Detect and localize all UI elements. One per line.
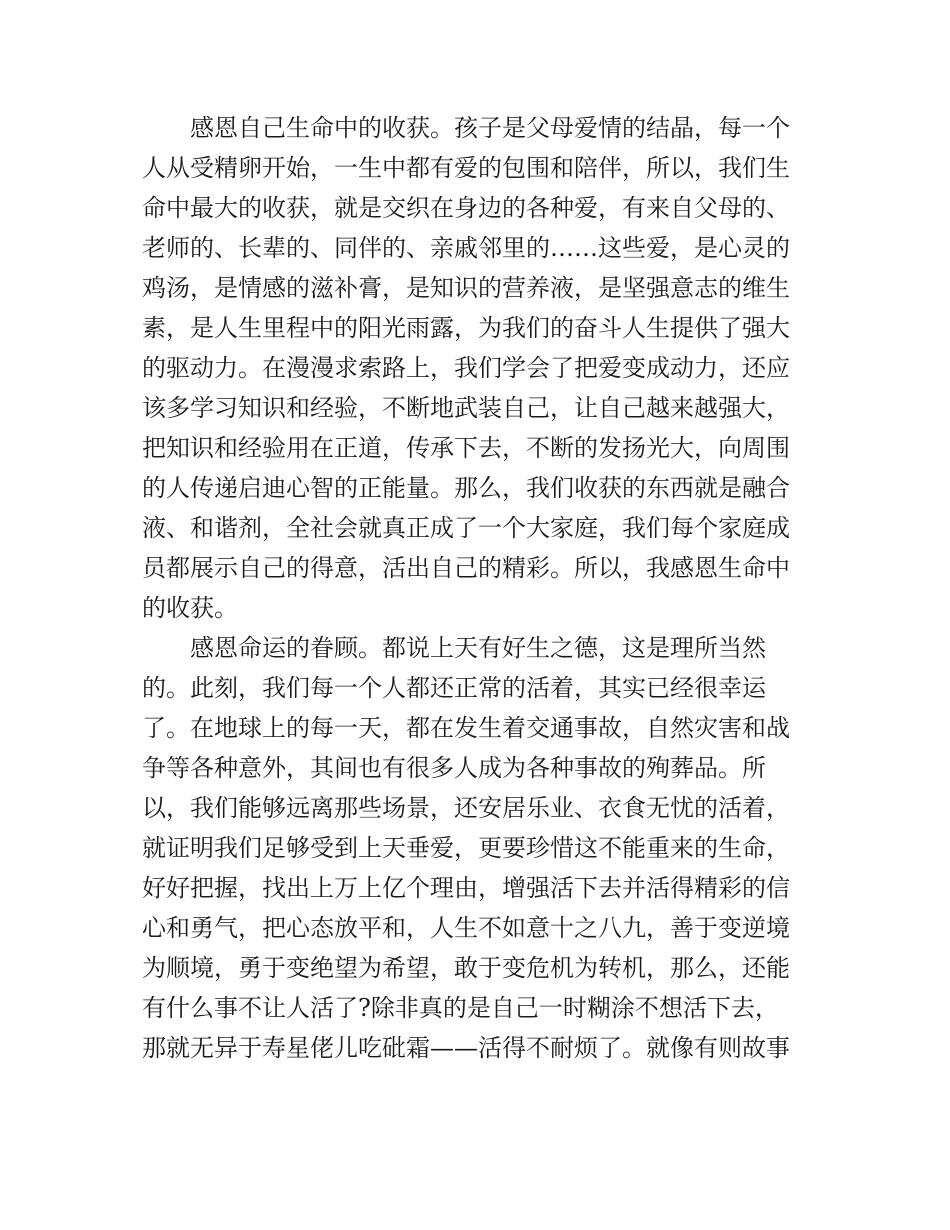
text-line: 人从受精卵开始，一生中都有爱的包围和陪伴，所以，我们生	[142, 154, 790, 182]
text-line: 好好把握，找出上万上亿个理由，增强活下去并活得精彩的信	[142, 874, 790, 902]
text-line: 感恩命运的眷顾。都说上天有好生之德，这是理所当然	[190, 634, 766, 662]
paragraph-gratitude-for-fate	[142, 628, 818, 1068]
text-line: 的人传递启迪心智的正能量。那么，我们收获的东西就是融合	[142, 474, 790, 502]
text-line: 该多学习知识和经验，不断地武装自己，让自己越来越强大，	[142, 394, 790, 422]
text-line: 员都展示自己的得意，活出自己的精彩。所以，我感恩生命中	[142, 554, 790, 582]
paragraph-gratitude-for-life-gains	[142, 108, 818, 628]
text-line: 为顺境，勇于变绝望为希望，敢于变危机为转机，那么，还能	[142, 954, 790, 982]
text-line: 以，我们能够远离那些场景，还安居乐业、衣食无忧的活着，	[142, 794, 790, 822]
text-line: 鸡汤，是情感的滋补膏，是知识的营养液，是坚强意志的维生	[142, 274, 790, 302]
text-line: 感恩自己生命中的收获。孩子是父母爱情的结晶，每一个	[190, 114, 790, 142]
text-line: 液、和谐剂，全社会就真正成了一个大家庭，我们每个家庭成	[142, 514, 790, 542]
text-line: 就证明我们足够受到上天垂爱，更要珍惜这不能重来的生命，	[142, 834, 790, 862]
text-line: 了。在地球上的每一天，都在发生着交通事故，自然灾害和战	[142, 714, 790, 742]
text-line: 争等各种意外，其间也有很多人成为各种事故的殉葬品。所	[142, 754, 766, 782]
text-line: 的驱动力。在漫漫求索路上，我们学会了把爱变成动力，还应	[142, 354, 790, 382]
text-line: 那就无异于寿星佬儿吃砒霜——活得不耐烦了。就像有则故事	[142, 1034, 790, 1062]
text-line: 老师的、长辈的、同伴的、亲戚邻里的……这些爱，是心灵的	[142, 234, 790, 262]
text-line: 把知识和经验用在正道，传承下去，不断的发扬光大，向周围	[142, 434, 790, 462]
text-line: 命中最大的收获，就是交织在身边的各种爱，有来自父母的、	[142, 194, 790, 222]
text-line: 素，是人生里程中的阳光雨露，为我们的奋斗人生提供了强大	[142, 314, 790, 342]
text-line: 心和勇气，把心态放平和，人生不如意十之八九，善于变逆境	[142, 914, 790, 942]
document-body	[142, 108, 818, 1068]
text-line: 的收获。	[142, 594, 238, 622]
text-line: 的。此刻，我们每一个人都还正常的活着，其实已经很幸运	[142, 674, 766, 702]
text-line: 有什么事不让人活了?除非真的是自己一时糊涂不想活下去，	[142, 994, 779, 1022]
